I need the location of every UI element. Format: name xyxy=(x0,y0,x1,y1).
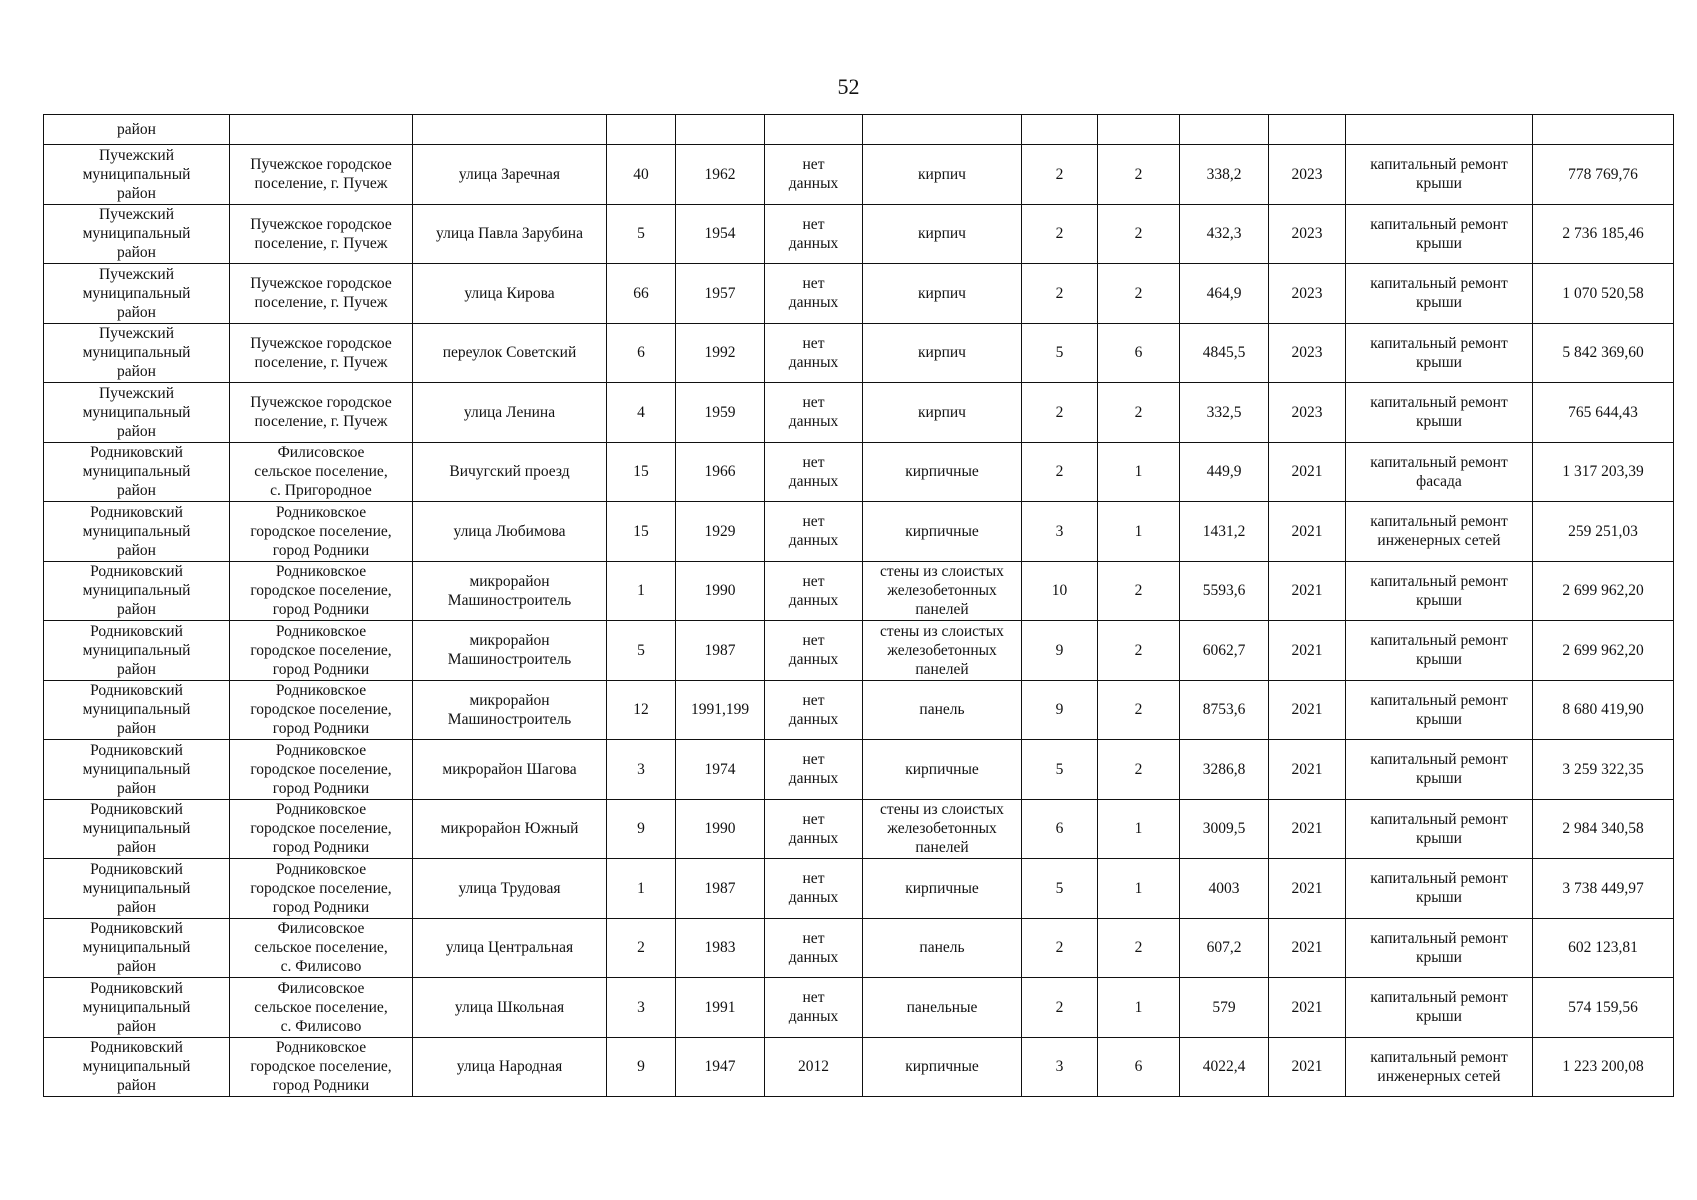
cell-house-number: 15 xyxy=(607,502,676,562)
cell-renovation-year: нет данных xyxy=(765,383,863,443)
cell-build-year: 1990 xyxy=(676,799,765,859)
table-body xyxy=(44,115,1674,1097)
cell-entrances: 2 xyxy=(1098,621,1180,681)
cell-wall-material: кирпич xyxy=(863,204,1022,264)
cell-street: улица Трудовая xyxy=(413,859,607,919)
cell-floors: 2 xyxy=(1022,264,1098,324)
cell-renovation-year: нет данных xyxy=(765,204,863,264)
cell-street: улица Школьная xyxy=(413,978,607,1038)
cell-house-number: 66 xyxy=(607,264,676,324)
cell-house-number: 3 xyxy=(607,978,676,1038)
cell-repair-type: капитальный ремонт крыши xyxy=(1346,740,1533,800)
cell-street: улица Заречная xyxy=(413,145,607,205)
cell-wall-material: кирпич xyxy=(863,145,1022,205)
cell-repair-type: капитальный ремонт крыши xyxy=(1346,918,1533,978)
cell-floors: 2 xyxy=(1022,918,1098,978)
cell-wall-material: кирпичные xyxy=(863,1037,1022,1097)
cell-district: Родниковский муниципальный район xyxy=(44,978,230,1038)
cell-entrances xyxy=(1098,115,1180,145)
cell-repair-type xyxy=(1346,115,1533,145)
cell-repair-year: 2023 xyxy=(1269,383,1346,443)
cell-house-number: 6 xyxy=(607,323,676,383)
cell-cost: 3 738 449,97 xyxy=(1533,859,1674,919)
cell-district: район xyxy=(44,115,230,145)
cell-settlement: Филисовское сельское поселение, с. Филисово xyxy=(230,978,413,1038)
cell-settlement: Родниковское городское поселение, город Родники xyxy=(230,740,413,800)
table-row xyxy=(44,1037,1674,1097)
cell-build-year: 1962 xyxy=(676,145,765,205)
cell-floors: 2 xyxy=(1022,383,1098,443)
cell-settlement: Родниковское городское поселение, город Родники xyxy=(230,799,413,859)
cell-entrances: 1 xyxy=(1098,442,1180,502)
cell-renovation-year: 2012 xyxy=(765,1037,863,1097)
cell-district: Пучежский муниципальный район xyxy=(44,145,230,205)
cell-build-year: 1947 xyxy=(676,1037,765,1097)
cell-repair-year: 2021 xyxy=(1269,1037,1346,1097)
table-row xyxy=(44,502,1674,562)
cell-repair-year: 2021 xyxy=(1269,978,1346,1038)
cell-house-number: 12 xyxy=(607,680,676,740)
cell-wall-material: кирпичные xyxy=(863,859,1022,919)
cell-area: 332,5 xyxy=(1180,383,1269,443)
cell-cost: 574 159,56 xyxy=(1533,978,1674,1038)
cell-repair-type: капитальный ремонт крыши xyxy=(1346,859,1533,919)
cell-renovation-year: нет данных xyxy=(765,621,863,681)
cell-floors: 2 xyxy=(1022,978,1098,1038)
cell-cost: 5 842 369,60 xyxy=(1533,323,1674,383)
table-row xyxy=(44,978,1674,1038)
cell-house-number: 2 xyxy=(607,918,676,978)
cell-entrances: 2 xyxy=(1098,264,1180,324)
cell-cost: 1 223 200,08 xyxy=(1533,1037,1674,1097)
cell-repair-year: 2021 xyxy=(1269,799,1346,859)
cell-settlement: Пучежское городское поселение, г. Пучеж xyxy=(230,204,413,264)
cell-street: микрорайон Южный xyxy=(413,799,607,859)
cell-wall-material: панельные xyxy=(863,978,1022,1038)
table-row xyxy=(44,680,1674,740)
cell-entrances: 1 xyxy=(1098,859,1180,919)
cell-settlement: Филисовское сельское поселение, с. Пригородное xyxy=(230,442,413,502)
cell-cost: 778 769,76 xyxy=(1533,145,1674,205)
cell-street: улица Ленина xyxy=(413,383,607,443)
cell-entrances: 1 xyxy=(1098,978,1180,1038)
cell-house-number: 4 xyxy=(607,383,676,443)
cell-build-year: 1991 xyxy=(676,978,765,1038)
cell-street: улица Центральная xyxy=(413,918,607,978)
cell-repair-type: капитальный ремонт крыши xyxy=(1346,264,1533,324)
cell-settlement: Филисовское сельское поселение, с. Филисово xyxy=(230,918,413,978)
cell-floors: 5 xyxy=(1022,859,1098,919)
cell-repair-year: 2023 xyxy=(1269,204,1346,264)
cell-area: 4845,5 xyxy=(1180,323,1269,383)
cell-build-year: 1983 xyxy=(676,918,765,978)
cell-repair-year: 2021 xyxy=(1269,561,1346,621)
cell-renovation-year: нет данных xyxy=(765,264,863,324)
cell-cost: 8 680 419,90 xyxy=(1533,680,1674,740)
table-row xyxy=(44,799,1674,859)
cell-wall-material: кирпич xyxy=(863,323,1022,383)
cell-settlement: Родниковское городское поселение, город Родники xyxy=(230,1037,413,1097)
cell-area: 6062,7 xyxy=(1180,621,1269,681)
cell-district: Родниковский муниципальный район xyxy=(44,561,230,621)
cell-settlement xyxy=(230,115,413,145)
cell-floors: 2 xyxy=(1022,145,1098,205)
cell-wall-material: стены из слоистых железобетонных панелей xyxy=(863,799,1022,859)
cell-renovation-year xyxy=(765,115,863,145)
cell-wall-material: панель xyxy=(863,918,1022,978)
cell-settlement: Родниковское городское поселение, город Родники xyxy=(230,561,413,621)
cell-renovation-year: нет данных xyxy=(765,978,863,1038)
cell-floors: 3 xyxy=(1022,1037,1098,1097)
table-row xyxy=(44,145,1674,205)
cell-repair-year xyxy=(1269,115,1346,145)
cell-entrances: 2 xyxy=(1098,561,1180,621)
table-row xyxy=(44,204,1674,264)
cell-district: Пучежский муниципальный район xyxy=(44,264,230,324)
cell-build-year: 1954 xyxy=(676,204,765,264)
cell-repair-type: капитальный ремонт инженерных сетей xyxy=(1346,502,1533,562)
cell-area: 5593,6 xyxy=(1180,561,1269,621)
cell-floors: 10 xyxy=(1022,561,1098,621)
cell-floors: 9 xyxy=(1022,680,1098,740)
cell-area: 464,9 xyxy=(1180,264,1269,324)
cell-house-number: 5 xyxy=(607,621,676,681)
cell-repair-type: капитальный ремонт крыши xyxy=(1346,799,1533,859)
cell-street xyxy=(413,115,607,145)
cell-build-year: 1957 xyxy=(676,264,765,324)
table-row xyxy=(44,918,1674,978)
cell-floors: 5 xyxy=(1022,323,1098,383)
cell-settlement: Пучежское городское поселение, г. Пучеж xyxy=(230,383,413,443)
cell-house-number: 1 xyxy=(607,859,676,919)
cell-repair-year: 2021 xyxy=(1269,680,1346,740)
cell-street: микрорайон Машиностроитель xyxy=(413,680,607,740)
cell-wall-material: панель xyxy=(863,680,1022,740)
cell-repair-year: 2023 xyxy=(1269,264,1346,324)
cell-entrances: 6 xyxy=(1098,1037,1180,1097)
page-number: 52 xyxy=(837,74,860,99)
cell-renovation-year: нет данных xyxy=(765,323,863,383)
cell-repair-type: капитальный ремонт крыши xyxy=(1346,204,1533,264)
cell-wall-material xyxy=(863,115,1022,145)
cell-street: улица Любимова xyxy=(413,502,607,562)
cell-entrances: 1 xyxy=(1098,799,1180,859)
cell-settlement: Родниковское городское поселение, город Родники xyxy=(230,502,413,562)
cell-build-year: 1987 xyxy=(676,621,765,681)
cell-build-year: 1929 xyxy=(676,502,765,562)
cell-floors: 5 xyxy=(1022,740,1098,800)
cell-street: улица Павла Зарубина xyxy=(413,204,607,264)
cell-floors: 2 xyxy=(1022,204,1098,264)
cell-area: 4022,4 xyxy=(1180,1037,1269,1097)
cell-district: Пучежский муниципальный район xyxy=(44,323,230,383)
cell-cost: 602 123,81 xyxy=(1533,918,1674,978)
cell-renovation-year: нет данных xyxy=(765,680,863,740)
cell-entrances: 2 xyxy=(1098,680,1180,740)
cell-district: Родниковский муниципальный район xyxy=(44,680,230,740)
cell-house-number: 3 xyxy=(607,740,676,800)
cell-build-year xyxy=(676,115,765,145)
table-row xyxy=(44,383,1674,443)
table-row xyxy=(44,561,1674,621)
cell-build-year: 1990 xyxy=(676,561,765,621)
cell-settlement: Родниковское городское поселение, город Родники xyxy=(230,859,413,919)
cell-area: 8753,6 xyxy=(1180,680,1269,740)
cell-renovation-year: нет данных xyxy=(765,442,863,502)
cell-wall-material: кирпич xyxy=(863,383,1022,443)
cell-repair-type: капитальный ремонт крыши xyxy=(1346,383,1533,443)
cell-settlement: Пучежское городское поселение, г. Пучеж xyxy=(230,145,413,205)
cell-renovation-year: нет данных xyxy=(765,502,863,562)
cell-house-number: 9 xyxy=(607,799,676,859)
cell-entrances: 2 xyxy=(1098,145,1180,205)
table-row xyxy=(44,264,1674,324)
table-row xyxy=(44,859,1674,919)
cell-renovation-year: нет данных xyxy=(765,740,863,800)
cell-street: микрорайон Машиностроитель xyxy=(413,561,607,621)
cell-repair-year: 2023 xyxy=(1269,145,1346,205)
cell-entrances: 2 xyxy=(1098,740,1180,800)
cell-cost: 2 699 962,20 xyxy=(1533,621,1674,681)
cell-wall-material: кирпич xyxy=(863,264,1022,324)
cell-district: Пучежский муниципальный район xyxy=(44,204,230,264)
cell-cost: 1 317 203,39 xyxy=(1533,442,1674,502)
cell-repair-type: капитальный ремонт инженерных сетей xyxy=(1346,1037,1533,1097)
cell-repair-year: 2021 xyxy=(1269,859,1346,919)
cell-build-year: 1992 xyxy=(676,323,765,383)
cell-cost: 259 251,03 xyxy=(1533,502,1674,562)
cell-area xyxy=(1180,115,1269,145)
cell-settlement: Пучежское городское поселение, г. Пучеж xyxy=(230,323,413,383)
cell-house-number: 5 xyxy=(607,204,676,264)
cell-street: Вичугский проезд xyxy=(413,442,607,502)
cell-area: 338,2 xyxy=(1180,145,1269,205)
cell-settlement: Родниковское городское поселение, город Родники xyxy=(230,621,413,681)
cell-build-year: 1991,199 xyxy=(676,680,765,740)
cell-entrances: 1 xyxy=(1098,502,1180,562)
cell-entrances: 2 xyxy=(1098,918,1180,978)
cell-repair-year: 2021 xyxy=(1269,502,1346,562)
cell-wall-material: кирпичные xyxy=(863,740,1022,800)
cell-area: 449,9 xyxy=(1180,442,1269,502)
cell-repair-year: 2021 xyxy=(1269,740,1346,800)
cell-house-number: 40 xyxy=(607,145,676,205)
cell-entrances: 2 xyxy=(1098,204,1180,264)
cell-area: 579 xyxy=(1180,978,1269,1038)
cell-repair-type: капитальный ремонт крыши xyxy=(1346,680,1533,740)
cell-cost: 1 070 520,58 xyxy=(1533,264,1674,324)
cell-settlement: Пучежское городское поселение, г. Пучеж xyxy=(230,264,413,324)
cell-wall-material: стены из слоистых железобетонных панелей xyxy=(863,561,1022,621)
cell-street: переулок Советский xyxy=(413,323,607,383)
cell-area: 432,3 xyxy=(1180,204,1269,264)
cell-wall-material: кирпичные xyxy=(863,442,1022,502)
cell-repair-year: 2023 xyxy=(1269,323,1346,383)
cell-settlement: Родниковское городское поселение, город Родники xyxy=(230,680,413,740)
cell-district: Родниковский муниципальный район xyxy=(44,1037,230,1097)
cell-district: Родниковский муниципальный район xyxy=(44,740,230,800)
cell-cost: 2 984 340,58 xyxy=(1533,799,1674,859)
table-row xyxy=(44,323,1674,383)
cell-cost xyxy=(1533,115,1674,145)
cell-floors: 6 xyxy=(1022,799,1098,859)
cell-build-year: 1959 xyxy=(676,383,765,443)
cell-district: Родниковский муниципальный район xyxy=(44,799,230,859)
cell-repair-type: капитальный ремонт фасада xyxy=(1346,442,1533,502)
cell-district: Родниковский муниципальный район xyxy=(44,621,230,681)
cell-district: Пучежский муниципальный район xyxy=(44,383,230,443)
housing-repair-table xyxy=(43,114,1674,1097)
cell-district: Родниковский муниципальный район xyxy=(44,918,230,978)
cell-wall-material: стены из слоистых железобетонных панелей xyxy=(863,621,1022,681)
cell-renovation-year: нет данных xyxy=(765,859,863,919)
cell-repair-year: 2021 xyxy=(1269,621,1346,681)
cell-floors xyxy=(1022,115,1098,145)
cell-build-year: 1966 xyxy=(676,442,765,502)
cell-house-number: 1 xyxy=(607,561,676,621)
cell-area: 3009,5 xyxy=(1180,799,1269,859)
table-row xyxy=(44,621,1674,681)
cell-house-number: 9 xyxy=(607,1037,676,1097)
cell-area: 607,2 xyxy=(1180,918,1269,978)
cell-cost: 3 259 322,35 xyxy=(1533,740,1674,800)
cell-repair-type: капитальный ремонт крыши xyxy=(1346,323,1533,383)
cell-cost: 2 699 962,20 xyxy=(1533,561,1674,621)
cell-street: улица Кирова xyxy=(413,264,607,324)
cell-cost: 765 644,43 xyxy=(1533,383,1674,443)
table-row xyxy=(44,740,1674,800)
cell-district: Родниковский муниципальный район xyxy=(44,859,230,919)
cell-area: 4003 xyxy=(1180,859,1269,919)
cell-area: 3286,8 xyxy=(1180,740,1269,800)
cell-street: микрорайон Шагова xyxy=(413,740,607,800)
cell-floors: 3 xyxy=(1022,502,1098,562)
cell-renovation-year: нет данных xyxy=(765,918,863,978)
cell-district: Родниковский муниципальный район xyxy=(44,502,230,562)
cell-repair-type: капитальный ремонт крыши xyxy=(1346,621,1533,681)
cell-renovation-year: нет данных xyxy=(765,145,863,205)
cell-floors: 2 xyxy=(1022,442,1098,502)
cell-repair-type: капитальный ремонт крыши xyxy=(1346,978,1533,1038)
cell-cost: 2 736 185,46 xyxy=(1533,204,1674,264)
cell-entrances: 2 xyxy=(1098,383,1180,443)
cell-street: микрорайон Машиностроитель xyxy=(413,621,607,681)
cell-repair-year: 2021 xyxy=(1269,442,1346,502)
cell-renovation-year: нет данных xyxy=(765,561,863,621)
cell-entrances: 6 xyxy=(1098,323,1180,383)
table-row xyxy=(44,442,1674,502)
cell-wall-material: кирпичные xyxy=(863,502,1022,562)
cell-district: Родниковский муниципальный район xyxy=(44,442,230,502)
cell-street: улица Народная xyxy=(413,1037,607,1097)
cell-repair-year: 2021 xyxy=(1269,918,1346,978)
cell-repair-type: капитальный ремонт крыши xyxy=(1346,561,1533,621)
cell-house-number: 15 xyxy=(607,442,676,502)
table-row-continuation xyxy=(44,115,1674,145)
cell-build-year: 1974 xyxy=(676,740,765,800)
cell-repair-type: капитальный ремонт крыши xyxy=(1346,145,1533,205)
cell-house-number xyxy=(607,115,676,145)
cell-renovation-year: нет данных xyxy=(765,799,863,859)
cell-area: 1431,2 xyxy=(1180,502,1269,562)
cell-floors: 9 xyxy=(1022,621,1098,681)
cell-build-year: 1987 xyxy=(676,859,765,919)
